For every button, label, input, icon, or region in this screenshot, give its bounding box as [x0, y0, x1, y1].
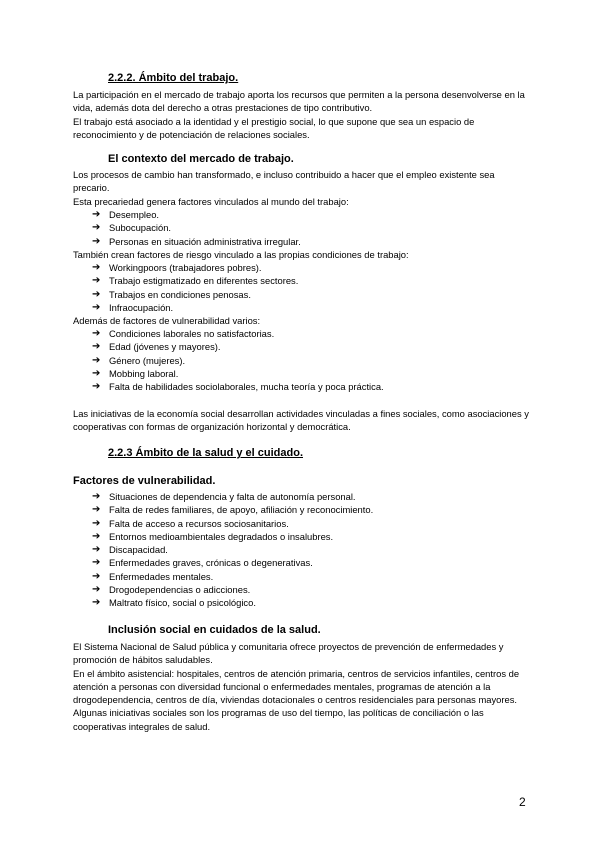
factores-heading: Factores de vulnerabilidad.: [73, 475, 216, 487]
page-number: 2: [519, 795, 526, 809]
arrow-right-icon: ➔: [92, 570, 101, 582]
arrow-right-icon: ➔: [92, 597, 101, 609]
precariedad-list: [92, 208, 301, 248]
economia-social-paragraph: Las iniciativas de la economía social desarrollan actividades vinculadas a fines sociales, como asociaciones y cooperativas con formas de organización horizontal y democrática.: [73, 408, 529, 433]
arrow-right-icon: ➔: [92, 354, 101, 366]
arrow-right-icon: ➔: [92, 209, 101, 220]
arrow-right-icon: ➔: [92, 235, 101, 247]
arrow-right-icon: ➔: [92, 381, 101, 393]
arrow-right-icon: ➔: [92, 275, 101, 287]
list-item: ➔ Personas en situación administrativa irregular.: [92, 235, 301, 247]
list-item: ➔ Drogodependencias o adicciones.: [92, 584, 251, 596]
vulnerabilidad-label: Además de factores de vulnerabilidad varios:: [73, 315, 261, 326]
section-title-salud: 2.2.3 Ámbito de la salud y el cuidado.: [108, 447, 303, 459]
riesgo-label: También crean factores de riesgo vinculado a las propias condiciones de trabajo:: [73, 249, 409, 260]
arrow-right-icon: ➔: [92, 328, 101, 339]
list-item: ➔ Falta de habilidades sociolaborales, mucha teoría y poca práctica.: [92, 381, 384, 393]
list-item: ➔ Enfermedades graves, crónicas o degenerativas.: [92, 557, 313, 569]
list-item: ➔ Subocupación.: [92, 222, 172, 234]
arrow-right-icon: ➔: [92, 544, 101, 556]
arrow-right-icon: ➔: [92, 222, 101, 234]
list-item: ➔ Workingpoors (trabajadores pobres).: [92, 262, 262, 273]
trabajo-intro: [73, 88, 533, 141]
list-item: ➔ Maltrato físico, social o psicológico.: [92, 597, 256, 609]
list-item: ➔ Edad (jóvenes y mayores).: [92, 341, 221, 353]
contexto-intro: Los procesos de cambio han transformado, e incluso contribuido a hacer que el empleo existente sea precario.: [73, 169, 495, 194]
arrow-right-icon: ➔: [92, 557, 101, 569]
arrow-right-icon: ➔: [92, 584, 101, 596]
arrow-right-icon: ➔: [92, 517, 101, 529]
list-item: ➔ Trabajos en condiciones penosas.: [92, 288, 251, 300]
list-item: ➔ Falta de acceso a recursos sociosanitarios.: [92, 517, 289, 529]
riesgo-list: [92, 261, 298, 314]
list-item: ➔ Entornos medioambientales degradados o insalubres.: [92, 530, 334, 542]
inclusion-p3: Algunas iniciativas sociales son los programas de uso del tiempo, las políticas de conciliación o las cooperativas integrales de salud.: [73, 707, 484, 732]
arrow-right-icon: ➔: [92, 301, 101, 313]
list-item: ➔ Mobbing laboral.: [92, 367, 179, 379]
contexto-heading: El contexto del mercado de trabajo.: [108, 153, 294, 165]
inclusion-body: [73, 640, 533, 733]
arrow-right-icon: ➔: [92, 341, 101, 353]
arrow-right-icon: ➔: [92, 504, 101, 516]
list-item: ➔ Trabajo estigmatizado en diferentes sectores.: [92, 275, 299, 287]
trabajo-intro-p1: La participación en el mercado de trabajo aporta los recursos que permiten a la persona desenvolverse en la vida, además dota del derecho a otras prestaciones de tipo contributivo.: [73, 89, 525, 114]
inclusion-heading: Inclusión social en cuidados de la salud.: [108, 624, 321, 636]
list-item: ➔ Infraocupación.: [92, 301, 174, 313]
arrow-right-icon: ➔: [92, 262, 101, 273]
inclusion-p1: El Sistema Nacional de Salud pública y comunitaria ofrece proyectos de prevención de enfermedades y promoción de hábitos saludables.: [73, 641, 504, 666]
arrow-right-icon: ➔: [92, 491, 101, 502]
list-item: ➔ Enfermedades mentales.: [92, 570, 214, 582]
arrow-right-icon: ➔: [92, 288, 101, 300]
arrow-right-icon: ➔: [92, 530, 101, 542]
trabajo-intro-p2: El trabajo está asociado a la identidad y el prestigio social, lo que supone que sea un espacio de reconocimiento y de potenciación de relaciones sociales.: [73, 115, 475, 140]
list-item: ➔ Género (mujeres).: [92, 354, 186, 366]
list-item: ➔ Condiciones laborales no satisfactorias.: [92, 328, 275, 339]
factores-list: [92, 490, 373, 610]
arrow-right-icon: ➔: [92, 367, 101, 379]
section-title-trabajo: 2.2.2. Ámbito del trabajo.: [108, 72, 239, 84]
vulnerabilidad-list: [92, 327, 384, 393]
precariedad-label: Esta precariedad genera factores vinculados al mundo del trabajo:: [73, 196, 349, 207]
list-item: ➔ Desempleo.: [92, 209, 160, 220]
inclusion-p2: En el ámbito asistencial: hospitales, centros de atención primaria, centros de servicios infantiles, centros de atención a personas con diversidad funcional o enfermedades mentales, programas de atención a la drogodependencia, centros de día, viviendas dotacionales o centros residenciales para personas mayores.: [73, 667, 520, 706]
list-item: ➔ Falta de redes familiares, de apoyo, afiliación y reconocimiento.: [92, 504, 374, 516]
list-item: ➔ Situaciones de dependencia y falta de autonomía personal.: [92, 491, 356, 502]
list-item: ➔ Discapacidad.: [92, 544, 168, 556]
